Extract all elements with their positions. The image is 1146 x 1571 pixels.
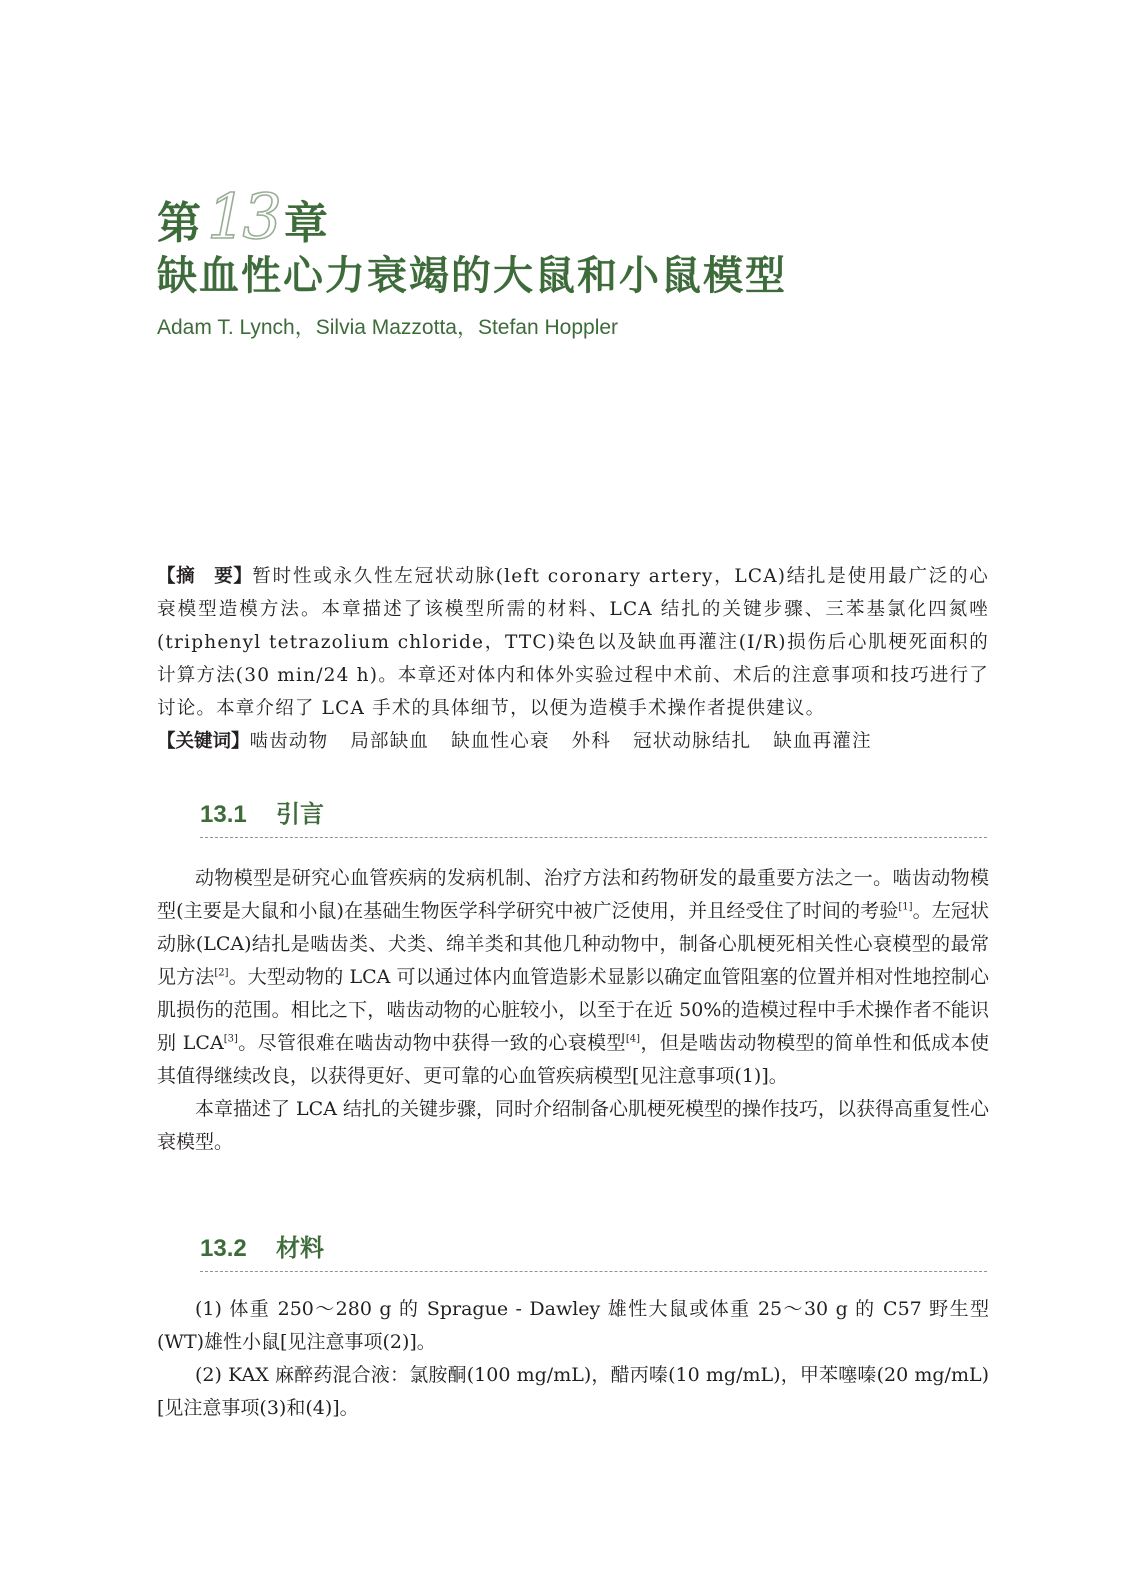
abstract-label: 【摘 要】 [157,566,253,587]
keyword: 外科 [571,731,612,752]
materials-body [157,1293,989,1425]
abstract-block [157,560,989,758]
section-title: 引言 [276,800,324,828]
keywords-line [157,725,989,758]
body-paragraph [157,862,989,1093]
list-item [157,1359,989,1425]
chapter-suffix: 章 [283,198,328,249]
chapter-number: 13 [207,180,278,253]
text-run: ，但是啮齿动物模型的简单性和低成本使其值得继续改良，以获得更好、更可靠的心血管疾病模型[见注意事项(1)]。 [157,1032,989,1087]
chapter-title: 缺血性心力衰竭的大鼠和小鼠模型 [157,252,787,299]
citation: [4] [625,1033,641,1045]
abstract-text: 暂时性或永久性左冠状动脉(left coronary artery，LCA)结扎是使用最广泛的心衰模型造模方法。本章描述了该模型所需的材料、LCA 结扎的关键步骤、三苯基氯化四氮唑(triphenyl tetrazolium chloride，TTC)染色以及缺血再灌注(I/R)损伤后心肌梗死面积的计算方法(30 min/24 h)。本章还对体内和体外实验过程中术前、术后的注意事项和技巧进行了讨论。本章介绍了 LCA 手术的具体细节，以便为造模手术操作者提供建议。 [157,566,989,719]
keyword: 缺血性心衰 [451,731,550,752]
body-paragraph [157,1093,989,1159]
citation: [2] [214,967,229,979]
keyword: 缺血再灌注 [773,731,872,752]
text-run: 本章描述了 LCA 结扎的关键步骤，同时介绍制备心肌梗死模型的操作技巧，以获得高重复性心衰模型。 [157,1098,989,1153]
section-heading-introduction [200,794,987,838]
citation: [1] [898,901,913,913]
text-run: 。左冠状动脉(LCA)结扎是啮齿类、犬类、绵羊类和其他几种动物中，制备心肌梗死相关性心衰模型的最常见方法 [157,900,989,988]
section-title: 材料 [276,1234,324,1262]
keyword: 冠状动脉结扎 [633,731,752,752]
chapter-authors: Adam T. Lynch，Silvia Mazzotta，Stefan Hoppler [157,316,619,339]
abstract-paragraph [157,560,989,725]
section-heading-materials [200,1228,987,1272]
text-run: 动物模型是研究心血管疾病的发病机制、治疗方法和药物研发的最重要方法之一。啮齿动物模型(主要是大鼠和小鼠)在基础生物医学科学研究中被广泛使用，并且经受住了时间的考验 [157,867,989,922]
section-number: 13.1 [200,801,247,828]
list-item [157,1293,989,1359]
section-number: 13.2 [200,1235,247,1262]
keyword: 局部缺血 [350,731,430,752]
chapter-label [157,180,328,253]
keywords-label: 【关键词】 [157,731,250,752]
chapter-prefix: 第 [157,198,201,249]
keyword: 啮齿动物 [249,731,329,752]
text-run: (1) 体重 250～280 g 的 Sprague - Dawley 雄性大鼠或体重 25～30 g 的 C57 野生型(WT)雄性小鼠[见注意事项(2)]。 [157,1298,989,1353]
introduction-body [157,862,989,1159]
text-run: 。大型动物的 LCA 可以通过体内血管造影术显影以确定血管阻塞的位置并相对性地控制心肌损伤的范围。相比之下，啮齿动物的心脏较小，以至于在近 50%的造模过程中手术操作者不能识别 LCA [157,966,989,1054]
citation: [3] [223,1033,238,1045]
text-run: 。尽管很难在啮齿动物中获得一致的心衰模型 [237,1032,626,1054]
text-run: (2) KAX 麻醉药混合液：氯胺酮(100 mg/mL)，醋丙嗪(10 mg/mL)，甲苯噻嗪(20 mg/mL)[见注意事项(3)和(4)]。 [157,1364,989,1419]
